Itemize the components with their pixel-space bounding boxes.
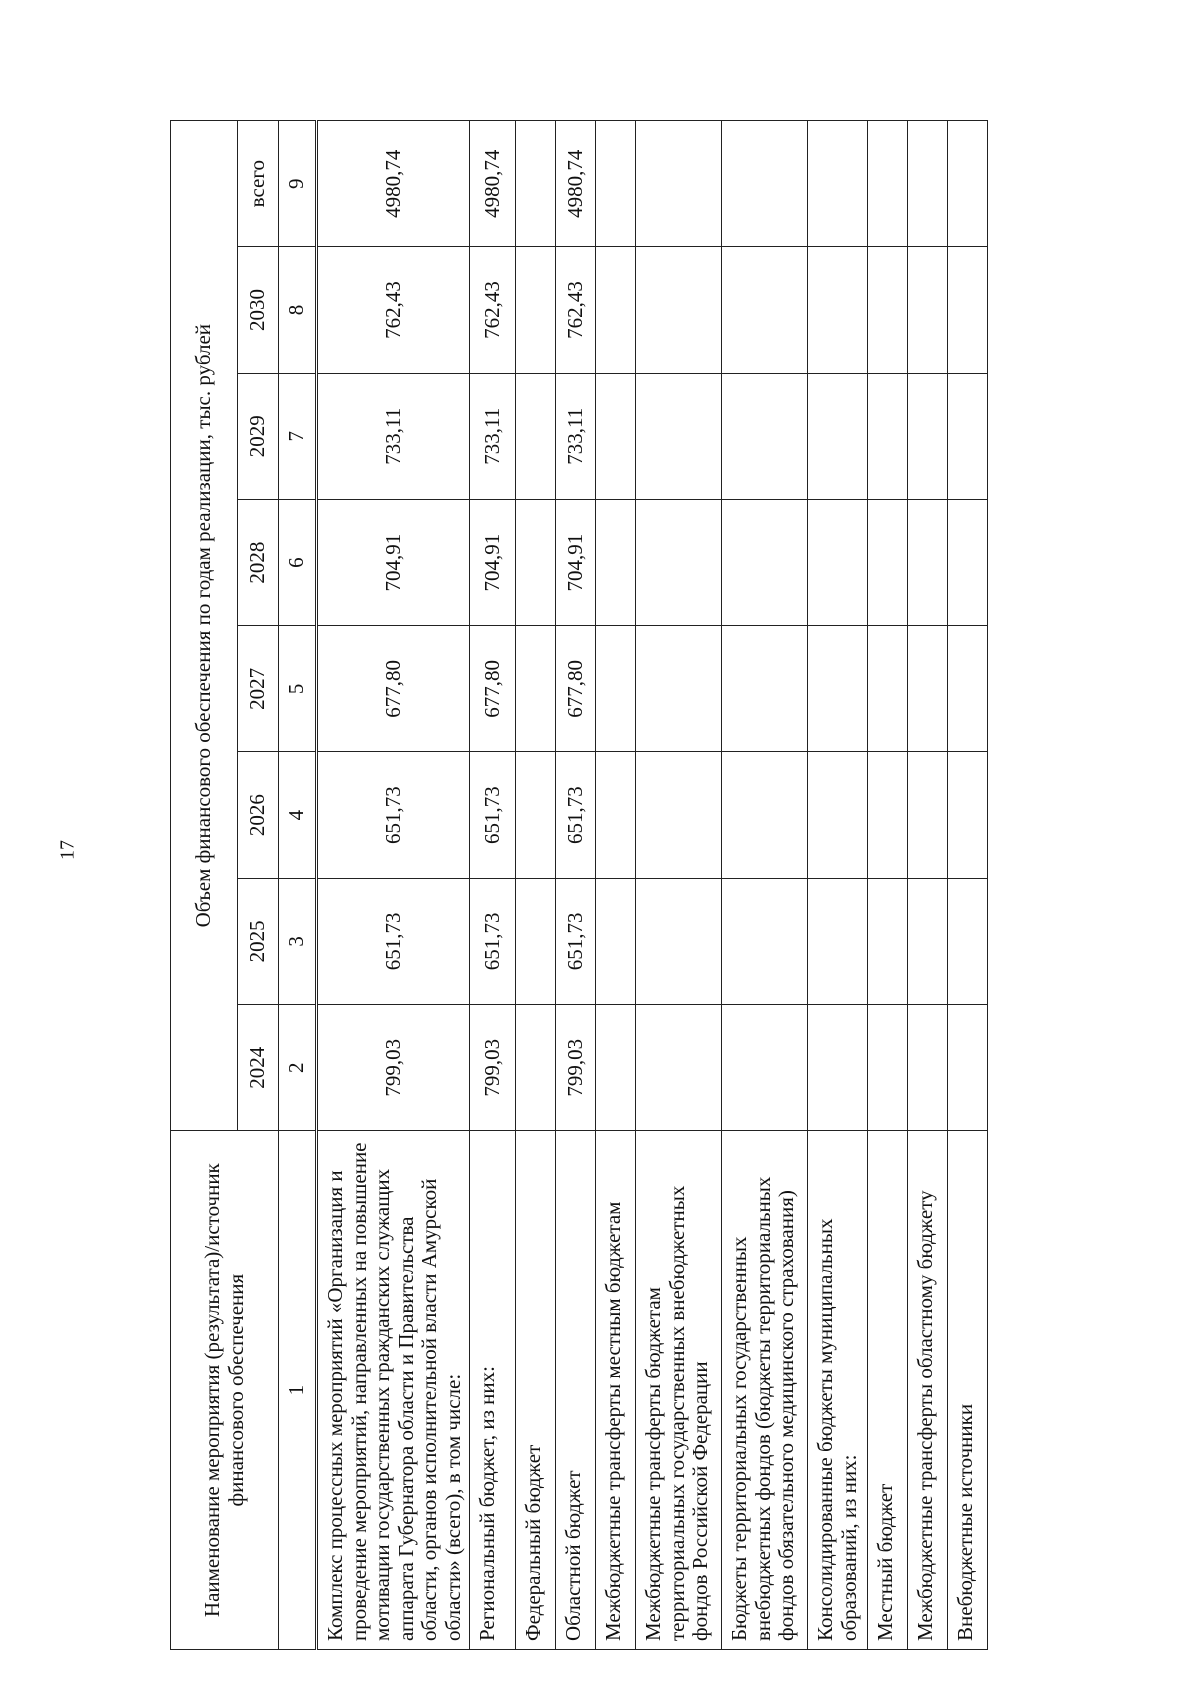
row-name-cell: Комплекс процессных мероприятий «Организация и проведение мероприятий, направленных на повышение мотивации государственных гражданских служащих аппарата Губернатора области и Правительства области, органов исполнительной власти Амурской области» (всего), в том числе:	[317, 1131, 470, 1650]
volume-column-header: Объем финансового обеспечения по годам реализации, тыс. рублей	[171, 121, 238, 1131]
column-number: 9	[279, 121, 317, 247]
table-row	[556, 121, 596, 1650]
column-number: 2	[279, 1005, 317, 1131]
year-value-cell	[722, 878, 808, 1004]
year-value-cell	[516, 499, 556, 625]
table-row	[722, 121, 808, 1650]
total-value-cell: 4980,74	[470, 121, 516, 247]
year-value-cell	[908, 1005, 948, 1131]
year-value-cell	[636, 373, 722, 499]
year-value-cell: 651,73	[470, 752, 516, 878]
row-name-cell: Областной бюджет	[556, 1131, 596, 1650]
year-value-cell	[722, 752, 808, 878]
year-value-cell	[868, 878, 908, 1004]
year-value-cell	[808, 499, 868, 625]
year-value-cell: 651,73	[317, 878, 470, 1004]
financing-table-container	[170, 120, 1170, 1650]
year-value-cell: 799,03	[556, 1005, 596, 1131]
year-header: 2026	[238, 752, 279, 878]
year-value-cell	[868, 1005, 908, 1131]
total-value-cell	[868, 121, 908, 247]
year-value-cell	[948, 247, 988, 373]
column-number: 3	[279, 878, 317, 1004]
row-name-cell: Консолидированные бюджеты муниципальных образований, из них:	[808, 1131, 868, 1650]
table-row	[808, 121, 868, 1650]
year-value-cell: 677,80	[470, 626, 516, 752]
year-value-cell: 651,73	[470, 878, 516, 1004]
column-number: 1	[279, 1131, 317, 1650]
year-header: 2027	[238, 626, 279, 752]
year-value-cell: 651,73	[317, 752, 470, 878]
year-value-cell	[722, 373, 808, 499]
year-value-cell	[516, 626, 556, 752]
year-value-cell	[908, 247, 948, 373]
table-row	[868, 121, 908, 1650]
year-value-cell: 704,91	[317, 499, 470, 625]
row-name-cell: Межбюджетные трансферты областному бюджету	[908, 1131, 948, 1650]
year-value-cell: 762,43	[317, 247, 470, 373]
year-value-cell	[636, 247, 722, 373]
year-value-cell	[596, 1005, 636, 1131]
year-value-cell: 733,11	[317, 373, 470, 499]
year-value-cell	[596, 499, 636, 625]
row-name-cell: Внебюджетные источники	[948, 1131, 988, 1650]
year-value-cell	[808, 1005, 868, 1131]
year-value-cell	[516, 373, 556, 499]
total-header: всего	[238, 121, 279, 247]
year-value-cell: 733,11	[470, 373, 516, 499]
row-name-cell: Межбюджетные трансферты бюджетам территориальных государственных внебюджетных фондов Российской Федерации	[636, 1131, 722, 1650]
year-value-cell	[596, 373, 636, 499]
total-value-cell	[636, 121, 722, 247]
column-number: 8	[279, 247, 317, 373]
year-header: 2030	[238, 247, 279, 373]
year-value-cell	[722, 626, 808, 752]
column-number: 6	[279, 499, 317, 625]
total-value-cell	[908, 121, 948, 247]
year-value-cell	[948, 878, 988, 1004]
year-value-cell: 799,03	[317, 1005, 470, 1131]
year-value-cell	[722, 1005, 808, 1131]
year-value-cell: 651,73	[556, 752, 596, 878]
year-header: 2029	[238, 373, 279, 499]
year-value-cell	[722, 499, 808, 625]
year-value-cell	[868, 247, 908, 373]
table-row	[948, 121, 988, 1650]
year-value-cell	[868, 626, 908, 752]
total-value-cell: 4980,74	[317, 121, 470, 247]
year-value-cell	[948, 626, 988, 752]
total-value-cell	[722, 121, 808, 247]
total-value-cell	[596, 121, 636, 247]
total-value-cell	[516, 121, 556, 247]
year-value-cell	[808, 626, 868, 752]
year-value-cell	[636, 499, 722, 625]
year-value-cell: 704,91	[470, 499, 516, 625]
year-value-cell	[636, 1005, 722, 1131]
year-value-cell	[636, 626, 722, 752]
year-value-cell	[908, 626, 948, 752]
year-value-cell	[808, 373, 868, 499]
row-name-cell: Региональный бюджет, из них:	[470, 1131, 516, 1650]
year-value-cell	[596, 878, 636, 1004]
row-name-cell: Межбюджетные трансферты местным бюджетам	[596, 1131, 636, 1650]
year-value-cell: 677,80	[317, 626, 470, 752]
table-row	[636, 121, 722, 1650]
year-value-cell	[516, 247, 556, 373]
year-value-cell	[948, 499, 988, 625]
year-value-cell	[596, 247, 636, 373]
year-value-cell	[948, 373, 988, 499]
financing-table	[170, 120, 988, 1650]
year-value-cell	[908, 752, 948, 878]
year-value-cell	[908, 373, 948, 499]
year-value-cell	[948, 752, 988, 878]
table-row	[470, 121, 516, 1650]
year-value-cell: 733,11	[556, 373, 596, 499]
year-value-cell: 651,73	[556, 878, 596, 1004]
year-value-cell	[636, 752, 722, 878]
year-value-cell: 762,43	[556, 247, 596, 373]
year-value-cell	[516, 1005, 556, 1131]
year-value-cell	[722, 247, 808, 373]
column-number: 5	[279, 626, 317, 752]
total-value-cell	[808, 121, 868, 247]
column-number: 7	[279, 373, 317, 499]
total-value-cell: 4980,74	[556, 121, 596, 247]
table-row	[516, 121, 556, 1650]
year-value-cell	[516, 878, 556, 1004]
year-value-cell	[596, 626, 636, 752]
year-value-cell	[808, 247, 868, 373]
row-name-cell: Федеральный бюджет	[516, 1131, 556, 1650]
row-name-cell: Бюджеты территориальных государственных внебюджетных фондов (бюджеты территориальных фондов обязательного медицинского страхования)	[722, 1131, 808, 1650]
table-body	[317, 121, 988, 1650]
total-value-cell	[948, 121, 988, 247]
year-value-cell: 762,43	[470, 247, 516, 373]
year-value-cell	[516, 752, 556, 878]
row-name-cell: Местный бюджет	[868, 1131, 908, 1650]
year-header: 2025	[238, 878, 279, 1004]
year-value-cell	[868, 373, 908, 499]
year-value-cell	[948, 1005, 988, 1131]
year-header: 2028	[238, 499, 279, 625]
table-row	[596, 121, 636, 1650]
column-number: 4	[279, 752, 317, 878]
table-row	[908, 121, 948, 1650]
year-header: 2024	[238, 1005, 279, 1131]
year-value-cell	[908, 499, 948, 625]
year-value-cell	[908, 878, 948, 1004]
year-value-cell	[868, 499, 908, 625]
year-value-cell: 677,80	[556, 626, 596, 752]
name-column-header: Наименование мероприятия (результата)/источник финансового обеспечения	[171, 1131, 279, 1650]
year-value-cell	[808, 878, 868, 1004]
year-value-cell: 704,91	[556, 499, 596, 625]
year-value-cell	[636, 878, 722, 1004]
year-value-cell	[868, 752, 908, 878]
year-value-cell	[596, 752, 636, 878]
year-value-cell	[808, 752, 868, 878]
page-number: 17	[56, 840, 79, 860]
year-value-cell: 799,03	[470, 1005, 516, 1131]
table-row	[317, 121, 470, 1650]
